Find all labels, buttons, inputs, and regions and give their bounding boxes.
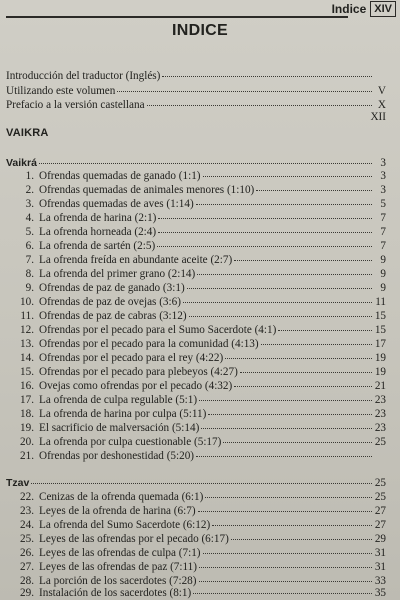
dot-leader [234, 376, 372, 387]
dot-leader [231, 529, 372, 540]
toc-number: 12. [20, 324, 34, 336]
toc-number: 15. [20, 366, 34, 378]
dot-leader [193, 583, 372, 594]
toc-number: 3. [25, 198, 34, 210]
section-title: Tzav [6, 477, 30, 489]
dot-leader [199, 571, 372, 582]
toc-page: 9 [380, 268, 386, 280]
dot-leader [278, 320, 372, 331]
toc-number: 13. [20, 338, 34, 350]
running-head [332, 1, 396, 17]
dot-leader [196, 194, 372, 205]
toc-page: 25 [374, 477, 386, 489]
toc-page: 3 [380, 184, 386, 196]
dot-leader [189, 306, 372, 317]
toc-page: 7 [380, 240, 386, 252]
dot-leader [201, 418, 372, 429]
toc-label: Ofrendas de paz de ganado (3:1) [39, 282, 185, 294]
toc-row [6, 448, 386, 462]
toc-number: 23. [20, 505, 34, 517]
toc-page: 31 [374, 547, 386, 559]
toc-page: 25 [374, 436, 386, 448]
toc-label: Instalación de los sacerdotes (8:1) [39, 587, 192, 599]
toc-page: 7 [380, 226, 386, 238]
toc-page: 23 [374, 408, 386, 420]
toc-page: 27 [374, 519, 386, 531]
toc-page: 21 [374, 380, 386, 392]
toc-page: 25 [374, 491, 386, 503]
dot-leader [183, 292, 372, 303]
dot-leader [199, 557, 372, 568]
toc-label: Ofrendas por el pecado para plebeyos (4:27) [39, 366, 238, 378]
toc-page: 19 [374, 352, 386, 364]
toc-label: Ovejas como ofrendas por el pecado (4:32) [39, 380, 233, 392]
toc-number: 21. [20, 450, 34, 462]
toc-label: La ofrenda por culpa cuestionable (5:17) [39, 436, 222, 448]
toc-page: 7 [380, 212, 386, 224]
toc-label: La porción de los sacerdotes (7:28) [39, 575, 197, 587]
dot-leader [31, 473, 372, 484]
toc-page: 23 [374, 422, 386, 434]
toc-page: 35 [374, 587, 386, 599]
toc-page: 31 [374, 561, 386, 573]
toc-label: Ofrendas de paz de cabras (3:12) [39, 310, 187, 322]
toc-label: Cenizas de la ofrenda quemada (6:1) [39, 491, 204, 503]
dot-leader [187, 278, 372, 289]
toc-label: La ofrenda horneada (2:4) [39, 226, 157, 238]
toc-row [6, 585, 386, 599]
toc-label: Ofrendas quemadas de animales menores (1:10) [39, 184, 255, 196]
toc-label: La ofrenda de culpa regulable (5:1) [39, 394, 198, 406]
toc-page: X [377, 99, 386, 111]
toc-page: 15 [374, 310, 386, 322]
toc-number: 18. [20, 408, 34, 420]
dot-leader [196, 446, 372, 457]
toc-row-front-4 [6, 109, 386, 123]
dot-leader [223, 432, 372, 443]
dot-leader [208, 404, 372, 415]
toc-number: 1. [25, 170, 34, 182]
toc-number: 29. [20, 587, 34, 599]
toc-label: El sacrificio de malversación (5:14) [39, 422, 200, 434]
toc-number: 28. [20, 575, 34, 587]
toc-number: 9. [25, 282, 34, 294]
toc-number: 27. [20, 561, 34, 573]
toc-label: Leyes de las ofrendas por el pecado (6:17) [39, 533, 229, 545]
toc-page: 33 [374, 575, 386, 587]
toc-number: 16. [20, 380, 34, 392]
dot-leader [199, 390, 372, 401]
toc-page: 27 [374, 505, 386, 517]
dot-leader [261, 334, 372, 345]
running-head-title: Indice [331, 2, 367, 16]
dot-leader [198, 501, 372, 512]
dot-leader [158, 222, 372, 233]
dot-leader [162, 66, 372, 77]
toc-page: 17 [374, 338, 386, 350]
section-title: Vaikrá [6, 157, 37, 169]
toc-label: Introducción del traductor (Inglés) [6, 70, 161, 82]
toc-number: 11. [20, 310, 34, 322]
toc-label: Ofrendas por el pecado para la comunidad (4:13) [39, 338, 259, 350]
toc-page: 3 [380, 170, 386, 182]
dot-leader [205, 487, 372, 498]
toc-number: 10. [20, 296, 34, 308]
toc-number: 20. [20, 436, 34, 448]
dot-leader [203, 166, 372, 177]
toc-label: Ofrendas por el pecado para el rey (4:22) [39, 352, 224, 364]
toc-label: Ofrendas quemadas de ganado (1:1) [39, 170, 201, 182]
toc-label: La ofrenda del Sumo Sacerdote (6:12) [39, 519, 211, 531]
dot-leader [212, 515, 372, 526]
toc-page: XII [370, 111, 386, 123]
toc-page: 19 [374, 366, 386, 378]
dot-leader [225, 348, 372, 359]
toc-page: 23 [374, 394, 386, 406]
toc-row-front-1 [6, 68, 386, 82]
toc-page: 5 [380, 198, 386, 210]
dot-leader [157, 236, 372, 247]
toc-number: 26. [20, 547, 34, 559]
dot-leader [240, 362, 372, 373]
page-number-box: XIV [370, 1, 396, 17]
toc-number: 7. [25, 254, 34, 266]
dot-leader [256, 180, 372, 191]
toc-label: La ofrenda freída en abundante aceite (2:7) [39, 254, 233, 266]
toc-label: Ofrendas quemadas de aves (1:14) [39, 198, 194, 210]
toc-page: 29 [374, 533, 386, 545]
toc-page: 3 [380, 157, 386, 169]
toc-number: 4. [25, 212, 34, 224]
toc-page: 9 [380, 254, 386, 266]
toc-number: 22. [20, 491, 34, 503]
toc-label: La ofrenda del primer grano (2:14) [39, 268, 196, 280]
toc-number: 5. [25, 226, 34, 238]
toc-label: Ofrendas por el pecado para el Sumo Sacerdote (4:1) [39, 324, 277, 336]
toc-number: 8. [25, 268, 34, 280]
toc-label: Leyes de las ofrendas de paz (7:11) [39, 561, 198, 573]
toc-page: V [377, 85, 386, 97]
toc-number: 14. [20, 352, 34, 364]
toc-page: 15 [374, 324, 386, 336]
toc-label: Leyes de las ofrendas de culpa (7:1) [39, 547, 201, 559]
toc-number: 25. [20, 533, 34, 545]
dot-leader [203, 543, 372, 554]
toc-label: La ofrenda de harina por culpa (5:11) [39, 408, 207, 420]
dot-leader [158, 208, 372, 219]
toc-label: Prefacio a la versión castellana [6, 99, 145, 111]
dot-leader [197, 264, 372, 275]
toc-label: Utilizando este volumen [6, 85, 116, 97]
dot-leader [234, 250, 372, 261]
dot-leader [39, 153, 372, 164]
toc-page: 9 [380, 282, 386, 294]
toc-label: Ofrendas de paz de ovejas (3:6) [39, 296, 181, 308]
header-rule [6, 16, 348, 18]
toc-number: 24. [20, 519, 34, 531]
toc-number: 2. [25, 184, 34, 196]
toc-number: 19. [20, 422, 34, 434]
toc-number: 17. [20, 394, 34, 406]
toc-label: Ofrendas por deshonestidad (5:20) [39, 450, 195, 462]
toc-label: Leyes de la ofrenda de harina (6:7) [39, 505, 196, 517]
toc-number: 6. [25, 240, 34, 252]
dot-leader [147, 95, 372, 106]
toc-label: La ofrenda de harina (2:1) [39, 212, 157, 224]
page-title: INDICE [171, 22, 229, 39]
toc-page: 11 [375, 296, 386, 308]
dot-leader [117, 81, 372, 92]
toc-label: La ofrenda de sartén (2:5) [39, 240, 156, 252]
book-heading: VAIKRA [6, 127, 49, 139]
